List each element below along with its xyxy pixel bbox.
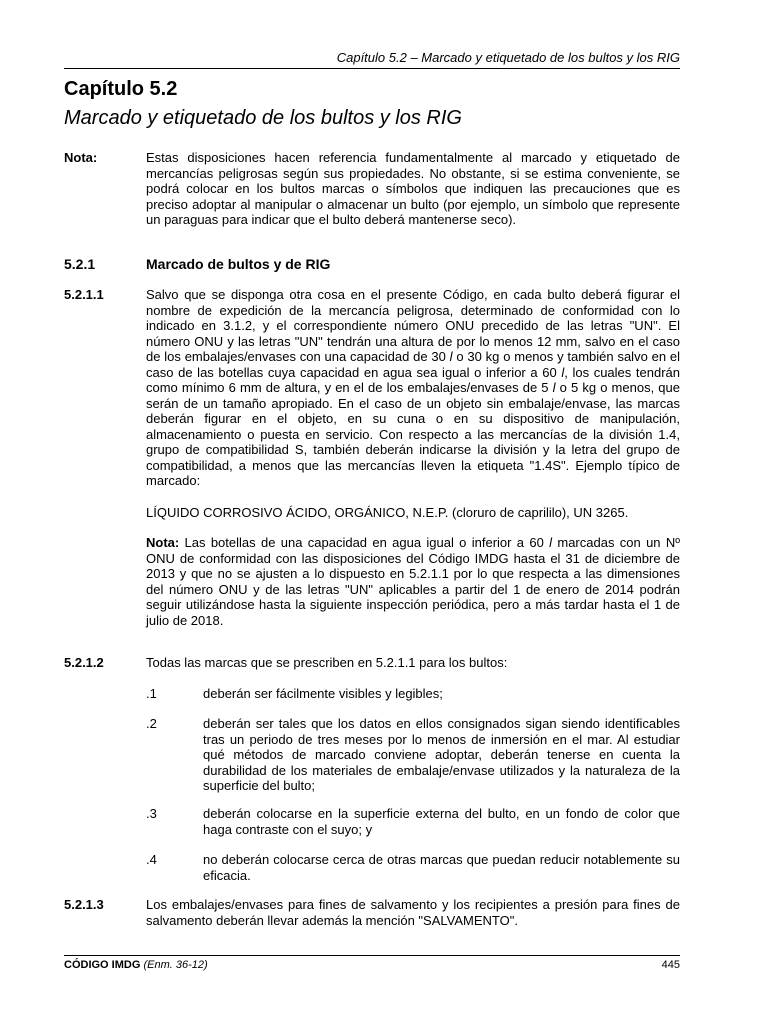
note-label: Nota: [146,535,180,550]
paragraph-number: 5.2.1.1 [64,287,104,302]
unit-litre: l [561,364,565,380]
paragraph-note [146,535,680,628]
marking-example: LÍQUIDO CORROSIVO ÁCIDO, ORGÁNICO, N.E.P. (cloruro de caprililo), UN 3265. [146,504,629,520]
paragraph-text: Los embalajes/envases para fines de salvamento y los recipientes a presión para fines de salvamento deberán llevar además la mención "SALVAMENTO". [146,897,680,928]
paragraph-number: 5.2.1.3 [64,897,104,912]
list-item-text: deberán ser tales que los datos en ellos consignados sigan siendo identificables tras un periodo de tres meses por lo menos de inmersión en el mar. Al estudiar qué métodos de marcado conviene adoptar, deberán tenerse en cuenta la durabilidad de los materiales de embalaje/envase utilizados y la naturaleza de la superficie del bulto; [203,716,680,793]
list-item-text: no deberán colocarse cerca de otras marcas que puedan reducir notablemente su eficacia. [203,852,680,883]
text-run: Salvo que se disponga otra cosa en el presente Código, en cada bulto deberá figurar el nombre de expedición de la mercancía peligrosa, determinado de conformidad con lo indicado en 3.1.2, y el correspondiente número ONU precedido de las letras "UN". El número ONU y las letras "UN" tendrán una altura de por lo menos 12 mm, salvo en el caso de los embalajes/envases con una capacidad de 30 [146,287,680,364]
paragraph-number: 5.2.1.2 [64,655,104,670]
list-item-text: deberán colocarse en la superficie externa del bulto, en un fondo de color que haga contraste con el suyo; y [203,806,680,837]
text-run: o 30 kg o menos y también salvo en el caso de las botellas cuya capacidad en agua sea igual o inferior a 60 [146,349,680,380]
list-item-number: .3 [146,806,157,821]
running-header-chapter: Capítulo 5.2 [336,50,407,65]
footer-rule [64,955,680,956]
note-label: Nota: [64,150,98,165]
text-run: o 5 kg o menos, que serán de un tamaño apropiado. En el caso de un objeto sin embalaje/envase, las marcas deberán figurar en el objeto, en su cuna o en su dispositivo de manipulación, almacenamiento o puesta en servicio. Con respecto a las mercancías de la división 1.4, grupo de compatibilidad S, también deberán indicarse la división y la letra del grupo de compatibilidad, a menos que las mercancías lleven la etiqueta "1.4S". Ejemplo típico de marcado: [146,380,680,488]
list-item-number: .1 [146,686,157,701]
text-run: , los cuales tendrán como mínimo 6 mm de altura, y en el de los embalajes/envases de 5 [146,364,680,395]
paragraph-text [146,287,680,489]
footer-code [64,958,208,974]
running-header [64,50,680,69]
section-number: 5.2.1 [64,256,96,272]
unit-litre: l [549,535,553,550]
list-item-number: .4 [146,852,157,867]
paragraph-intro: Todas las marcas que se prescriben en 5.2.1.1 para los bultos: [146,655,508,670]
text-run: Las botellas de una capacidad en agua igual o inferior a 60 [179,535,550,550]
amendment: (Enm. 36-12) [143,959,208,971]
list-item-text: deberán ser fácilmente visibles y legibles; [203,686,443,701]
code-name: CÓDIGO IMDG [64,959,141,971]
text-run: marcadas con un Nº ONU de conformidad con las disposiciones del Código IMDG hasta el 31 de diciembre de 2013 y que no se ajusten a lo dispuesto en 5.2.1.1 por lo que respecta a las dimensiones del número ONU y de las letras "UN" aplicables a partir del 1 de enero de 2014 podrán seguir utilizándose hasta la siguiente inspección periódica, pero a más tardar hasta el 1 de julio de 2018. [146,535,680,628]
running-header-title: Marcado y etiquetado de los bultos y los RIG [421,50,680,65]
unit-litre: l [552,380,556,395]
paragraph-body [146,287,680,628]
section-heading: Marcado de bultos y de RIG [146,256,331,272]
chapter-title: Capítulo 5.2 [64,78,178,100]
note-text: Estas disposiciones hacen referencia fundamentalmente al marcado y etiquetado de mercancías peligrosas según sus propiedades. No obstante, si se estima conveniente, se podrá colocar en los bultos marcas o símbolos que indiquen las precauciones que es preciso adoptar al manipular o almacenar un bulto (por ejemplo, un símbolo que represente un paraguas para indicar que el bulto deberá mantenerse seco). [146,150,680,227]
chapter-subtitle: Marcado y etiquetado de los bultos y los RIG [64,107,462,129]
unit-litre: l [449,349,453,364]
list-item-number: .2 [146,716,157,731]
running-header-separator: – [406,50,422,65]
page-number: 445 [661,959,680,971]
document-page [64,0,680,1024]
